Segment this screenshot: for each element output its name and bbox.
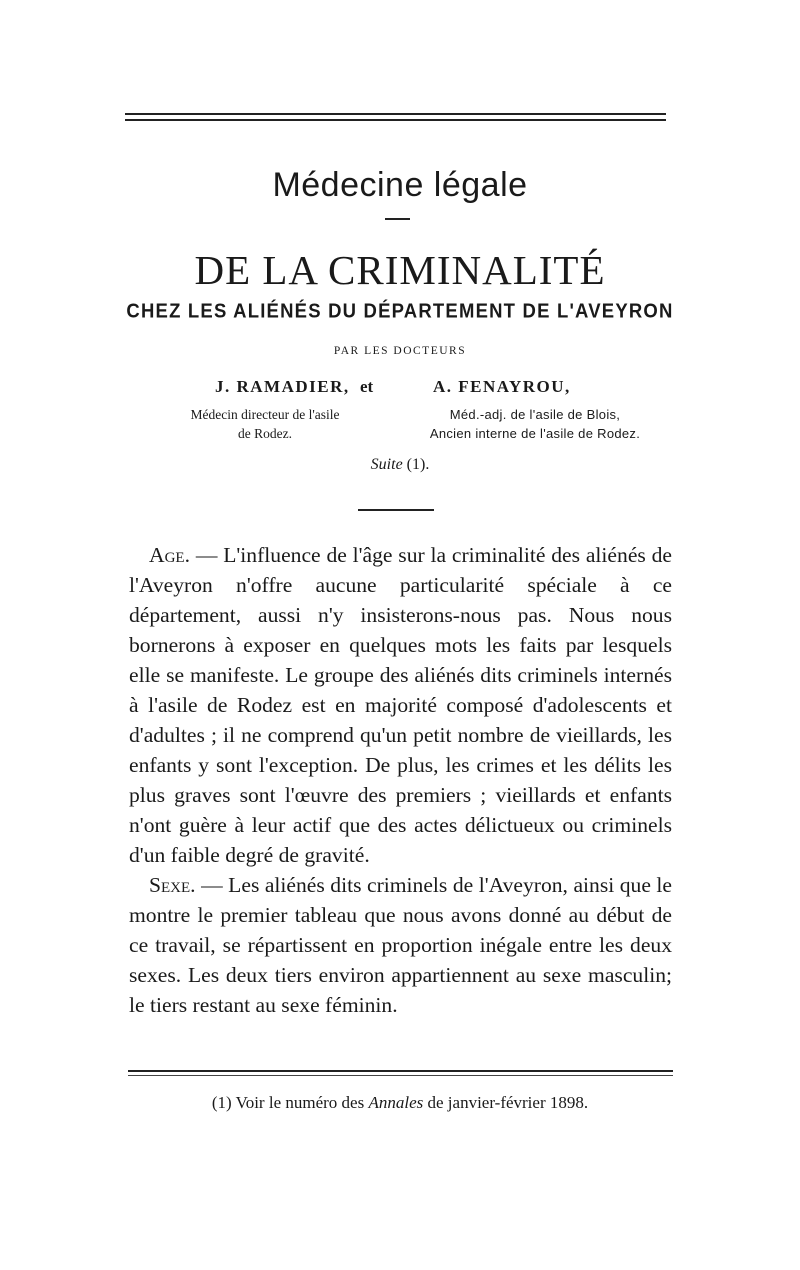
paragraph-age-lead: Age.	[149, 543, 190, 567]
header-rule-bottom	[125, 119, 666, 121]
paragraph-age-text: — L'influence de l'âge sur la criminalité des aliénés de l'Aveyron n'offre aucune particularité spéciale à ce département, aussi n'y insisterons-nous pas. Nous nous bornerons à exposer en quelques mots les faits par lesquels elle se manifeste. Le groupe des aliénés dits criminels internés à l'asile de Rodez est en majorité composé d'adolescents et d'adultes ; il ne comprend qu'un petit nombre de vieillards, les enfants y sont l'exception. De plus, les crimes et les délits les plus graves sont l'œuvre des premiers ; vieillards et enfants n'ont guère à leur actif que des actes délictueux ou criminels d'un faible degré de gravité.	[129, 543, 672, 867]
author-2-affiliation-line1: Méd.-adj. de l'asile de Blois,	[449, 407, 621, 422]
continuation-label: Suite	[370, 456, 403, 473]
footnote	[0, 1093, 800, 1113]
section-title: Médecine légale	[272, 166, 528, 204]
author-2-affiliation	[410, 405, 660, 443]
author-1-affiliation-line2: de Rodez.	[238, 426, 292, 441]
header-rule-top	[125, 113, 666, 115]
footnote-rule	[128, 1070, 673, 1072]
subtitle: CHEZ LES ALIÉNÉS DU DÉPARTEMENT DE L'AVEYRON	[126, 298, 674, 323]
paragraph-sexe-lead: Sexe.	[149, 873, 196, 897]
author-1-name: J. RAMADIER,	[215, 377, 350, 396]
continuation-ref: (1).	[406, 456, 430, 473]
author-2-affiliation-line2: Ancien interne de l'asile de Rodez.	[429, 426, 641, 441]
title-separator-dash	[385, 218, 410, 220]
continuation-note	[0, 456, 800, 474]
main-title: DE LA CRIMINALITÉ	[194, 247, 606, 293]
paragraph-sexe-text: — Les aliénés dits criminels de l'Aveyron, ainsi que le montre le premier tableau que nous avons donné au début de ce travail, se répartissent en proportion inégale entre les deux sexes. Les deux tiers environ appartiennent au sexe masculin; le tiers restant au sexe féminin.	[129, 873, 672, 1017]
author-1-affiliation-line1: Médecin directeur de l'asile	[190, 407, 340, 422]
author-conjunction: et	[360, 377, 374, 396]
article-body	[129, 540, 672, 1020]
author-1-affiliation	[160, 405, 370, 443]
paragraph-sexe	[129, 870, 672, 1020]
byline: PAR LES DOCTEURS	[333, 345, 467, 357]
section-divider	[358, 509, 434, 511]
author-2-name: A. FENAYROU,	[433, 377, 571, 396]
footnote-after: de janvier-février 1898.	[423, 1093, 589, 1112]
footnote-journal: Annales	[368, 1093, 424, 1112]
footnote-before: (1) Voir le numéro des	[211, 1093, 369, 1112]
footnote-rule-thin	[128, 1075, 673, 1076]
paragraph-age	[129, 540, 672, 870]
